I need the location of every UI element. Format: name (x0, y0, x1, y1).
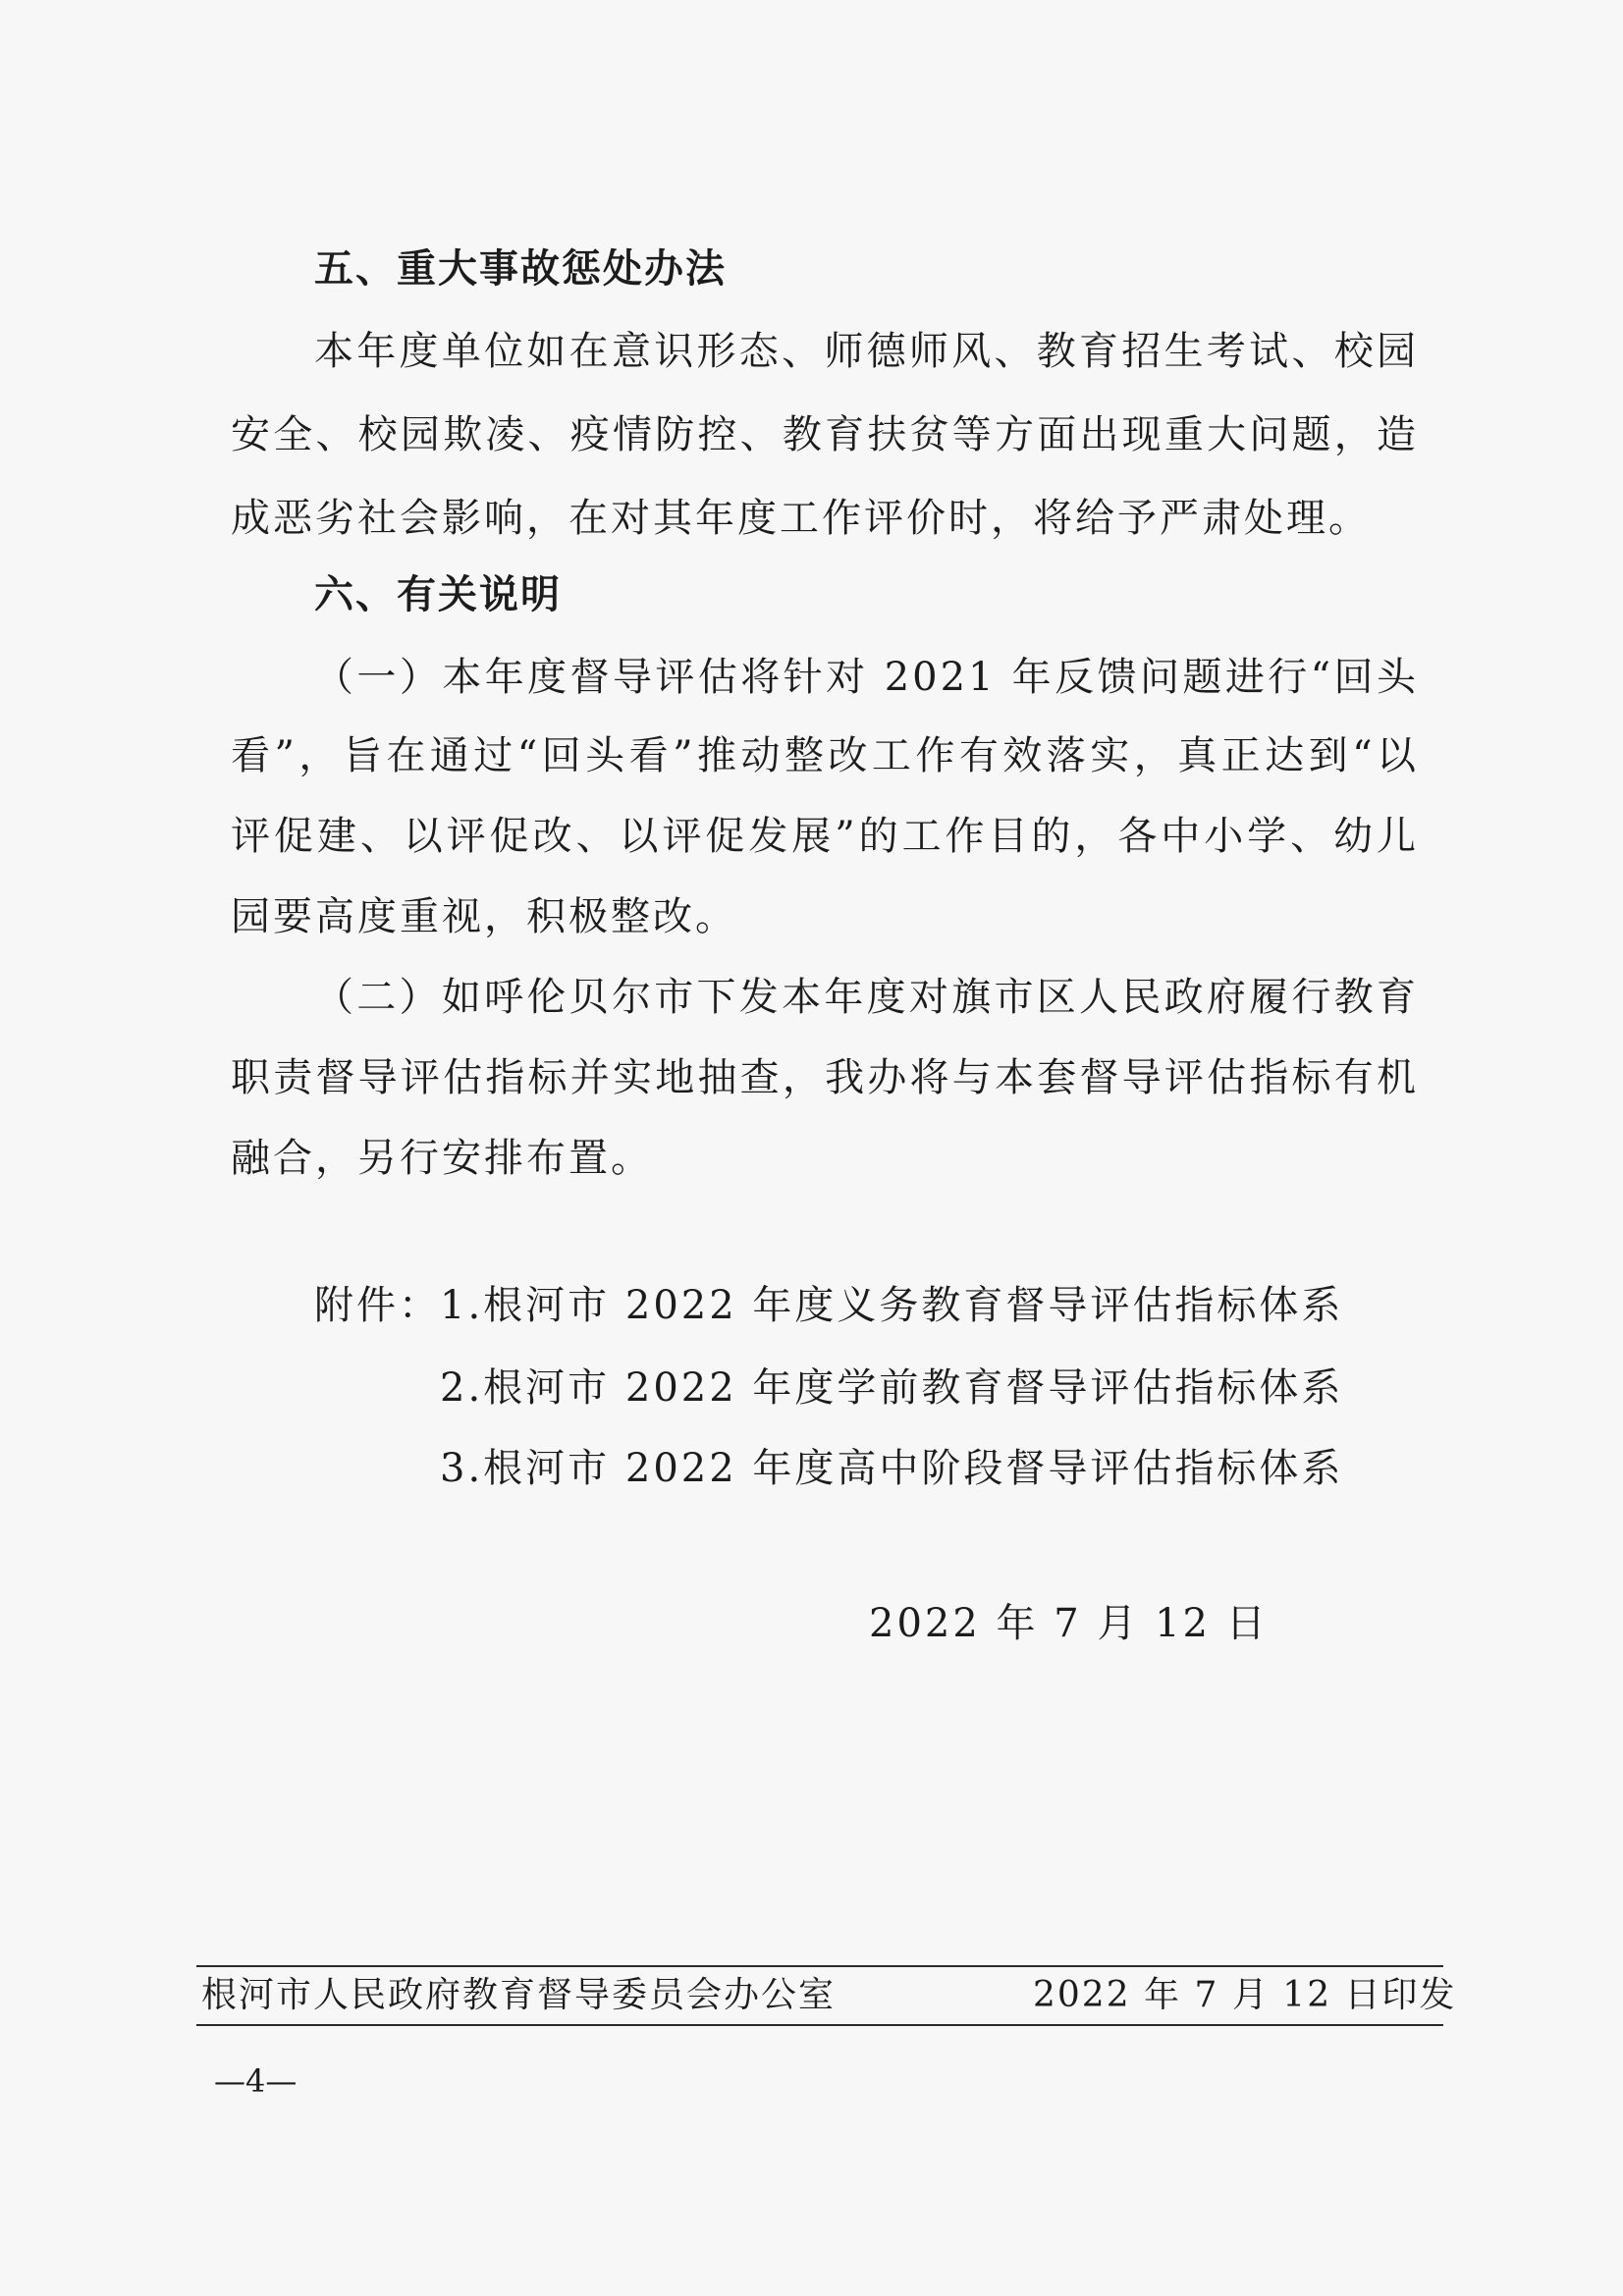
paragraph-line: 成恶劣社会影响，在对其年度工作评价时，将给予严肃处理。 (231, 496, 1371, 541)
attachments-label: 附件： (314, 1283, 441, 1328)
footer-issuer: 根河市人民政府教育督导委员会办公室 (201, 1975, 837, 2015)
paragraph-line: 职责督导评估指标并实地抽查，我办将与本套督导评估指标有机 (231, 1055, 1419, 1100)
paragraph-line: （二）如呼伦贝尔市下发本年度对旗市区人民政府履行教育 (314, 975, 1419, 1020)
footer-issue-date: 2022 年 7 月 12 日印发 (1033, 1975, 1457, 2015)
paragraph-line: 园要高度重视，积极整改。 (231, 894, 737, 939)
paragraph-line: 本年度单位如在意识形态、师德师风、教育招生考试、校园 (314, 329, 1419, 374)
paragraph-line: 看”，旨在通过“回头看”推动整改工作有效落实，真正达到“以 (231, 733, 1419, 778)
attachment-item-1: 1.根河市 2022 年度义务教育督导评估指标体系 (440, 1283, 1344, 1328)
paragraph-line: 融合，另行安排布置。 (231, 1136, 653, 1181)
section-heading-6: 六、有关说明 (314, 572, 562, 617)
page-number: —4— (214, 2062, 298, 2100)
paragraph-line: 评促建、以评促改、以评促发展”的工作目的，各中小学、幼儿 (231, 814, 1419, 859)
footer-bottom-rule (196, 2024, 1443, 2026)
signature-date: 2022 年 7 月 12 日 (869, 1601, 1269, 1646)
paragraph-line: （一）本年度督导评估将针对 2021 年反馈问题进行“回头 (314, 655, 1419, 700)
attachment-item-3: 3.根河市 2022 年度高中阶段督导评估指标体系 (440, 1446, 1344, 1491)
paragraph-line: 安全、校园欺凌、疫情防控、教育扶贫等方面出现重大问题，造 (231, 412, 1419, 457)
section-heading-5: 五、重大事故惩处办法 (314, 246, 727, 292)
footer-top-rule (196, 1965, 1443, 1967)
attachment-item-2: 2.根河市 2022 年度学前教育督导评估指标体系 (440, 1365, 1344, 1411)
